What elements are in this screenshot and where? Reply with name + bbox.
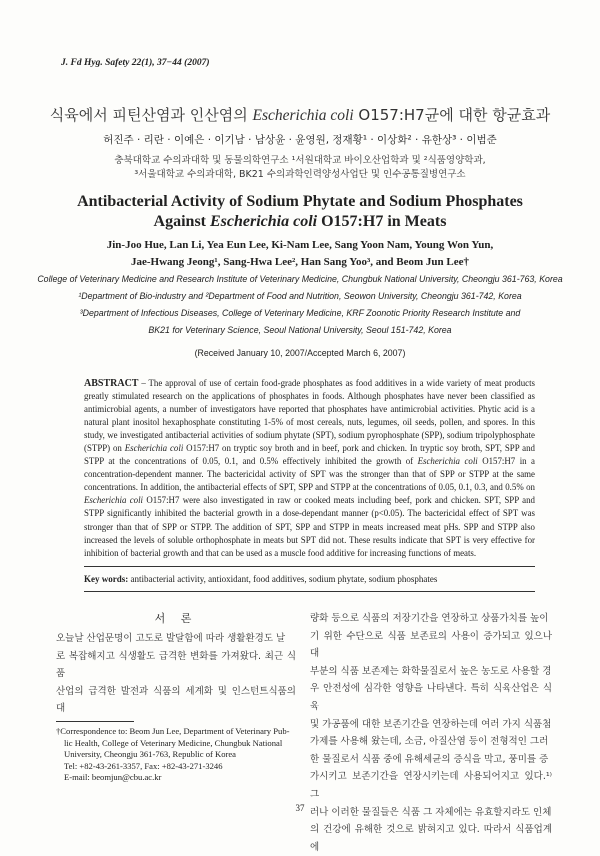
korean-authors: 허진주 · 리란 · 이예은 · 이기남 · 남상윤 · 윤영원, 정재황¹ · 이상화² · 유한상³ · 이범준: [103, 134, 497, 146]
left-col-line: 산업의 급격한 발전과 식품의 세계화 및 인스턴트식품의 대: [56, 685, 296, 715]
keywords-text: antibacterial activity, antioxidant, food additives, sodium phytate, sodium phosphates: [128, 574, 438, 584]
english-title-line-2-post: O157:H7 in Meats: [317, 213, 447, 230]
right-col-line: 가시키고 보존기간을 연장시키는데 사용되어지고 있다.¹⁾ 그: [310, 771, 552, 800]
footnote-line: E-mail: beomjun@cbu.ac.kr: [64, 772, 162, 782]
korean-title-italic: Escherichia coli: [252, 107, 354, 124]
korean-affiliation-1: 충북대학교 수의과대학 및 동물의학연구소 ¹서원대학교 바이오산업학과 및 ²식품영양학과,: [114, 155, 486, 166]
korean-title-post: O157:H7균에 대한 항균효과: [353, 106, 551, 124]
abstract: [84, 377, 535, 560]
abstract-italic-1: Escherichia coli: [124, 443, 184, 454]
keywords-label: Key words:: [84, 574, 129, 584]
right-column-text: [310, 610, 552, 856]
english-affiliation-1: College of Veterinary Medicine and Research Institute of Veterinary Medicine, Chungbuk National University, Cheongju 361-763, Korea: [37, 274, 563, 284]
abstract-part-1: – The approval of use of certain food-grade phosphates as food additives in a wide variety of meat products greatly stimulated research on the applications of phosphates in foods. Although phosphates have never been classified as antimicrobial agents, a number of investigators have reported that phosphates have antimicrobial activities. Phytic acid is a natural plant inositol hexaphosphate constituting 1-5% of most cereals, nuts, legumes, oil seeds, pollen, and spores. In this study, we investigated antibacterial activities of sodium phytate (SPT), sodium pyrophosphate (SPP), sodium tripolyphosphate (STPP) on: [84, 378, 535, 454]
footnote-divider: [56, 721, 134, 722]
correspondence-footnote: [56, 726, 292, 784]
english-title-line-2-pre: Against: [153, 213, 210, 230]
korean-title: [0, 104, 600, 125]
abstract-part-3: O157:H7 in a concentration-dependent manner. The bactericidal activity of SPT was the stronger than that of SPP or STPP at the same concentrations. In addition, the antibacterial effects of SPT, SPP and STPP at the concentrations of 0.05, 0.1, 0.3, and 0.5% on: [84, 456, 535, 493]
right-col-line: 량화 등으로 식품의 저장기간을 연장하고 상품가치를 높이: [310, 613, 549, 624]
received-dates: (Received January 10, 2007/Accepted March 6, 2007): [194, 348, 406, 358]
footnote-line: lic Health, College of Veterinary Medicine, Chungbuk National: [64, 737, 283, 748]
right-col-line: 의 건강에 유해한 것으로 밝혀지고 있다. 따라서 식품업계에: [310, 824, 552, 853]
keywords: [84, 574, 535, 584]
right-col-line: 우 안전성에 심각한 영향을 나타낸다. 특히 식육산업은 식육: [310, 683, 552, 712]
right-col-line: 기 위한 수단으로 식품 보존료의 사용이 증가되고 있으나 대: [310, 630, 552, 660]
footnote-line: †Correspondence to: Beom Jun Lee, Department of Veterinary Pub-: [56, 726, 290, 736]
english-title: [0, 192, 600, 232]
right-col-line: 러나 이러한 물질들은 식품 그 자체에는 유효할지라도 인체: [310, 806, 552, 818]
abstract-italic-2: Escherichia coli: [417, 456, 478, 467]
english-affiliation-3: ³Department of Infectious Diseases, College of Veterinary Medicine, KRF Zoonotic Priority Research Institute and: [79, 308, 521, 318]
korean-title-pre: 식육에서 피틴산염과 인산염의: [49, 106, 253, 124]
english-title-line-1: Antibacterial Activity of Sodium Phytate and Sodium Phosphates: [77, 193, 523, 210]
abstract-italic-3: Escherichia coli: [84, 495, 144, 506]
keywords-divider-top: [84, 566, 535, 567]
keywords-divider-bottom: [84, 591, 535, 592]
section-heading-introduction: 서 론: [154, 612, 198, 625]
right-col-line: 부분의 식품 보존제는 화학물질로서 높은 농도로 사용할 경: [310, 665, 552, 677]
english-affiliation-2: ¹Department of Bio-industry and ²Department of Food and Nutrition, Seowon University, Cheongju 361-742, Korea: [78, 291, 522, 301]
journal-citation: J. Fd Hyg. Safety 22(1), 37−44 (2007): [61, 58, 210, 68]
english-authors-line-2: Jae-Hwang Jeong¹, Sang-Hwa Lee², Han Sang Yoo³, and Beom Jun Lee†: [131, 256, 469, 268]
english-title-italic: Escherichia coli: [210, 213, 318, 230]
korean-affiliation-2: ³서울대학교 수의과대학, BK21 수의과학인력양성사업단 및 인수공통질병연구소: [134, 169, 466, 180]
right-col-line: 한 물질로서 식품 중에 유해세균의 증식을 막고, 풍미를 증: [310, 753, 549, 765]
english-title-line-2: [0, 212, 600, 232]
right-col-line: 및 가공품에 대한 보존기간을 연장하는데 여러 가지 식품첨: [310, 718, 552, 730]
english-authors: [0, 237, 600, 271]
footnote-line: Tel: +82-43-261-3357, Fax: +82-43-271-3246: [64, 760, 223, 771]
footnote-line: University, Cheongju 361-763, Republic of Korea: [64, 749, 237, 759]
english-affiliation-4: BK21 for Veterinary Science, Seoul National University, Seoul 151-742, Korea: [148, 325, 452, 335]
left-col-line: 오늘날 산업문명이 고도로 발달함에 따라 생활환경도 날: [56, 633, 286, 644]
left-col-line: 로 복잡해지고 식생활도 급격한 변화를 가져왔다. 최근 식품: [56, 650, 296, 680]
english-authors-line-1: Jin-Joo Hue, Lan Li, Yea Eun Lee, Ki-Nam Lee, Sang Yoon Nam, Young Won Yun,: [106, 239, 494, 251]
right-col-line: 가제를 사용해 왔는데, 소금, 아질산염 등이 전형적인 그러: [310, 736, 549, 748]
abstract-label: ABSTRACT: [84, 378, 139, 389]
left-column-text: [56, 630, 296, 718]
page-number: 37: [295, 803, 305, 813]
abstract-part-2: O157:H7 on tryptic soy broth and in beef, pork and chicken. In tryptic soy broth, SPT, SPP and STPP at the concentrations of 0.05, 0.1, and 0.5% effectively inhibited the growth of: [84, 443, 535, 467]
abstract-part-4: O157:H7 were also investigated in raw or cooked meats including beef, pork and chicken. SPT, SPP and STPP significantly inhibited the bacterial growth in a dose-dependant manner (p<0.05). The bactericidal effect of SPT was stronger than that of SPP or STPP. The addition of SPT, SPP and STPP in meats increased meat pHs. SPP and STPP also increased the levels of soluble orthophosphate in meats but SPT did not. These results indicate that SPT is very effective for inhibition of bacterial growth and that can be used as a muscle food additive for increasing functions of meats.: [84, 495, 535, 558]
